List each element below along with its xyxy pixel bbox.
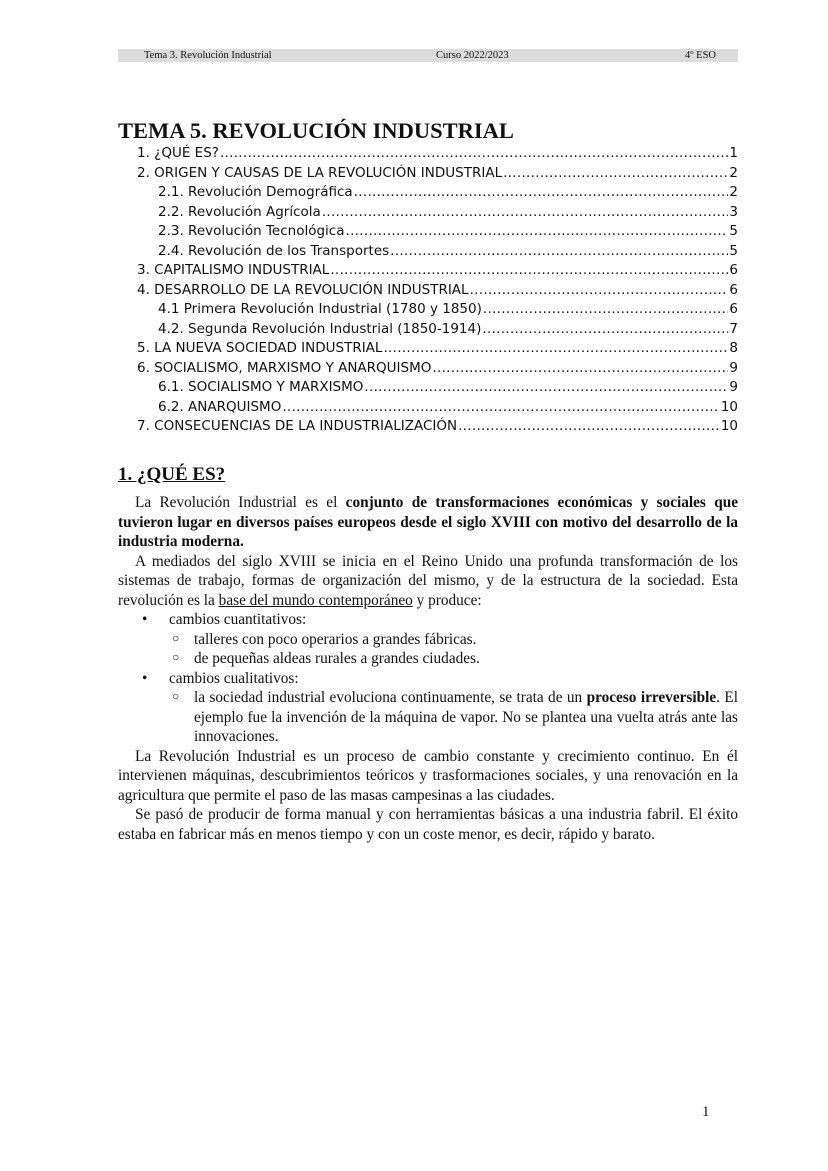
circle-bullet-icon: ○ [172, 650, 180, 664]
section-body [118, 493, 738, 844]
toc-entry-label: 2. ORIGEN Y CAUSAS DE LA REVOLUCIÓN INDUSTRIAL [137, 164, 503, 181]
document-title: TEMA 5. REVOLUCIÓN INDUSTRIAL [118, 118, 514, 143]
toc-leader-dots [346, 222, 729, 242]
toc-leader-dots [482, 320, 728, 340]
sub-bullet-bold: proceso irreversible [586, 689, 717, 706]
section-title: 1. ¿QUÉ ES? [118, 464, 226, 485]
sub-bullet-item [118, 649, 738, 669]
toc-leader-dots [383, 339, 728, 359]
table-of-contents [118, 144, 738, 437]
toc-entry[interactable] [118, 359, 738, 379]
toc-entry[interactable] [118, 339, 738, 359]
toc-entry-page: 9 [729, 359, 738, 376]
toc-entry-label: 2.2. Revolución Agrícola [158, 203, 321, 220]
toc-entry-page: 5 [729, 223, 738, 239]
toc-entry-label: 1. ¿QUÉ ES? [137, 145, 219, 161]
toc-entry-label: 4. DESARROLLO DE LA REVOLUCIÓN INDUSTRIAL [137, 281, 469, 298]
bullet-icon: • [142, 669, 148, 687]
toc-entry-page: 2 [729, 164, 738, 181]
toc-entry[interactable] [118, 183, 738, 203]
paragraph-2 [118, 552, 738, 611]
sub-bullet-item [118, 688, 738, 747]
toc-entry-label: 6. SOCIALISMO, MARXISMO Y ANARQUISMO [137, 359, 432, 376]
toc-leader-dots [458, 417, 720, 437]
p2-underlined: base del mundo contemporáneo [218, 591, 413, 609]
toc-entry[interactable] [118, 203, 738, 223]
toc-entry-page: 2 [729, 184, 738, 200]
toc-entry-label: 4.2. Segunda Revolución Industrial (1850-1914) [158, 320, 482, 337]
toc-entry-page: 5 [729, 242, 738, 259]
bullet-item [118, 610, 738, 630]
toc-entry-page: 6 [729, 281, 738, 298]
sub-bullet-text-end: . El ejemplo fue la invención de la máquina de vapor. No se plantea una vuelta atrás ante las innovaciones. [194, 689, 738, 745]
sub-bullet-text: la sociedad industrial evoluciona continuamente, se trata de un [194, 689, 587, 706]
page-header [118, 49, 738, 62]
circle-bullet-icon: ○ [172, 630, 180, 645]
toc-leader-dots [432, 359, 728, 379]
p1-bold: conjunto de transformaciones económicas y sociales que tuvieron lugar en diversos países europeos desde el siglo XVIII con motivo del desarrollo de la industria moderna. [118, 494, 738, 550]
toc-entry-label: 5. LA NUEVA SOCIEDAD INDUSTRIAL [137, 340, 383, 356]
paragraph-3: La Revolución Industrial es un proceso de cambio constante y crecimiento continuo. En él intervienen máquinas, descubrimientos teóricos y trasformaciones sociales, y una renovación en la agricultura que permite el paso de las masas campesinas a las ciudades. [118, 747, 738, 804]
bullet-list [118, 610, 738, 747]
paragraph-1 [118, 493, 738, 552]
toc-entry[interactable] [118, 417, 738, 437]
toc-entry-label: 2.1. Revolución Demográfica [158, 184, 353, 200]
sub-bullet-text: de pequeñas aldeas rurales a grandes ciudades. [194, 650, 480, 667]
circle-bullet-icon: ○ [172, 689, 180, 703]
bullet-item [118, 669, 738, 689]
toc-leader-dots [220, 144, 728, 164]
toc-entry-page: 6 [729, 301, 738, 317]
toc-entry-page: 9 [729, 379, 738, 395]
p2-text: A mediados del siglo XVIII se inicia en el Reino Unido una profunda transformación de los sistemas de trabajo, formas de organización del mismo, y de la estructura de la sociedad. Esta revolución es la [118, 552, 738, 609]
bullet-icon: • [142, 611, 148, 628]
toc-leader-dots [390, 242, 728, 262]
toc-leader-dots [330, 261, 728, 281]
toc-leader-dots [354, 183, 729, 203]
sub-bullet-text: talleres con poco operarios a grandes fábricas. [194, 630, 477, 648]
p2-end: y produce: [412, 591, 482, 609]
toc-entry-page: 7 [729, 320, 738, 337]
toc-entry[interactable] [118, 144, 738, 164]
toc-leader-dots [282, 398, 719, 418]
bullet-text: cambios cuantitativos: [169, 611, 307, 628]
toc-entry[interactable] [118, 300, 738, 320]
toc-entry[interactable] [118, 320, 738, 340]
toc-entry[interactable] [118, 164, 738, 184]
toc-leader-dots [322, 203, 729, 223]
toc-entry-label: 3. CAPITALISMO INDUSTRIAL [137, 262, 330, 278]
toc-entry-page: 8 [729, 340, 738, 356]
page-number: 1 [702, 1104, 710, 1120]
toc-entry-label: 6.1. SOCIALISMO Y MARXISMO [158, 379, 364, 395]
paragraph-4: Se pasó de producir de forma manual y con herramientas básicas a una industria fabril. El éxito estaba en fabricar más en menos tiempo y con un coste menor, es decir, rápido y barato. [118, 806, 738, 843]
header-right: 4º ESO [685, 50, 716, 61]
toc-entry-page: 6 [729, 262, 738, 278]
toc-entry[interactable] [118, 261, 738, 281]
toc-entry[interactable] [118, 281, 738, 301]
toc-leader-dots [364, 378, 728, 398]
toc-entry[interactable] [118, 378, 738, 398]
p1-text: La Revolución Industrial es el [135, 494, 346, 511]
toc-entry-page: 1 [729, 145, 738, 161]
toc-entry-label: 6.2. ANARQUISMO [158, 398, 282, 415]
toc-entry-label: 4.1 Primera Revolución Industrial (1780 y 1850) [158, 301, 482, 317]
bullet-text: cambios cualitativos: [169, 669, 299, 687]
toc-leader-dots [470, 281, 729, 301]
sub-bullet-item [118, 630, 738, 650]
toc-entry-label: 2.3. Revolución Tecnológica [158, 223, 345, 239]
toc-entry-page: 3 [729, 203, 738, 220]
header-center: Curso 2022/2023 [436, 50, 509, 61]
toc-entry[interactable] [118, 222, 738, 242]
toc-leader-dots [503, 164, 728, 184]
toc-leader-dots [483, 300, 729, 320]
toc-entry[interactable] [118, 398, 738, 418]
toc-entry[interactable] [118, 242, 738, 262]
toc-entry-page: 10 [720, 398, 738, 415]
toc-entry-label: 2.4. Revolución de los Transportes [158, 242, 390, 259]
toc-entry-label: 7. CONSECUENCIAS DE LA INDUSTRIALIZACIÓN [137, 418, 458, 434]
header-left: Tema 3. Revolución Industrial [144, 50, 272, 61]
toc-entry-page: 10 [720, 418, 738, 434]
